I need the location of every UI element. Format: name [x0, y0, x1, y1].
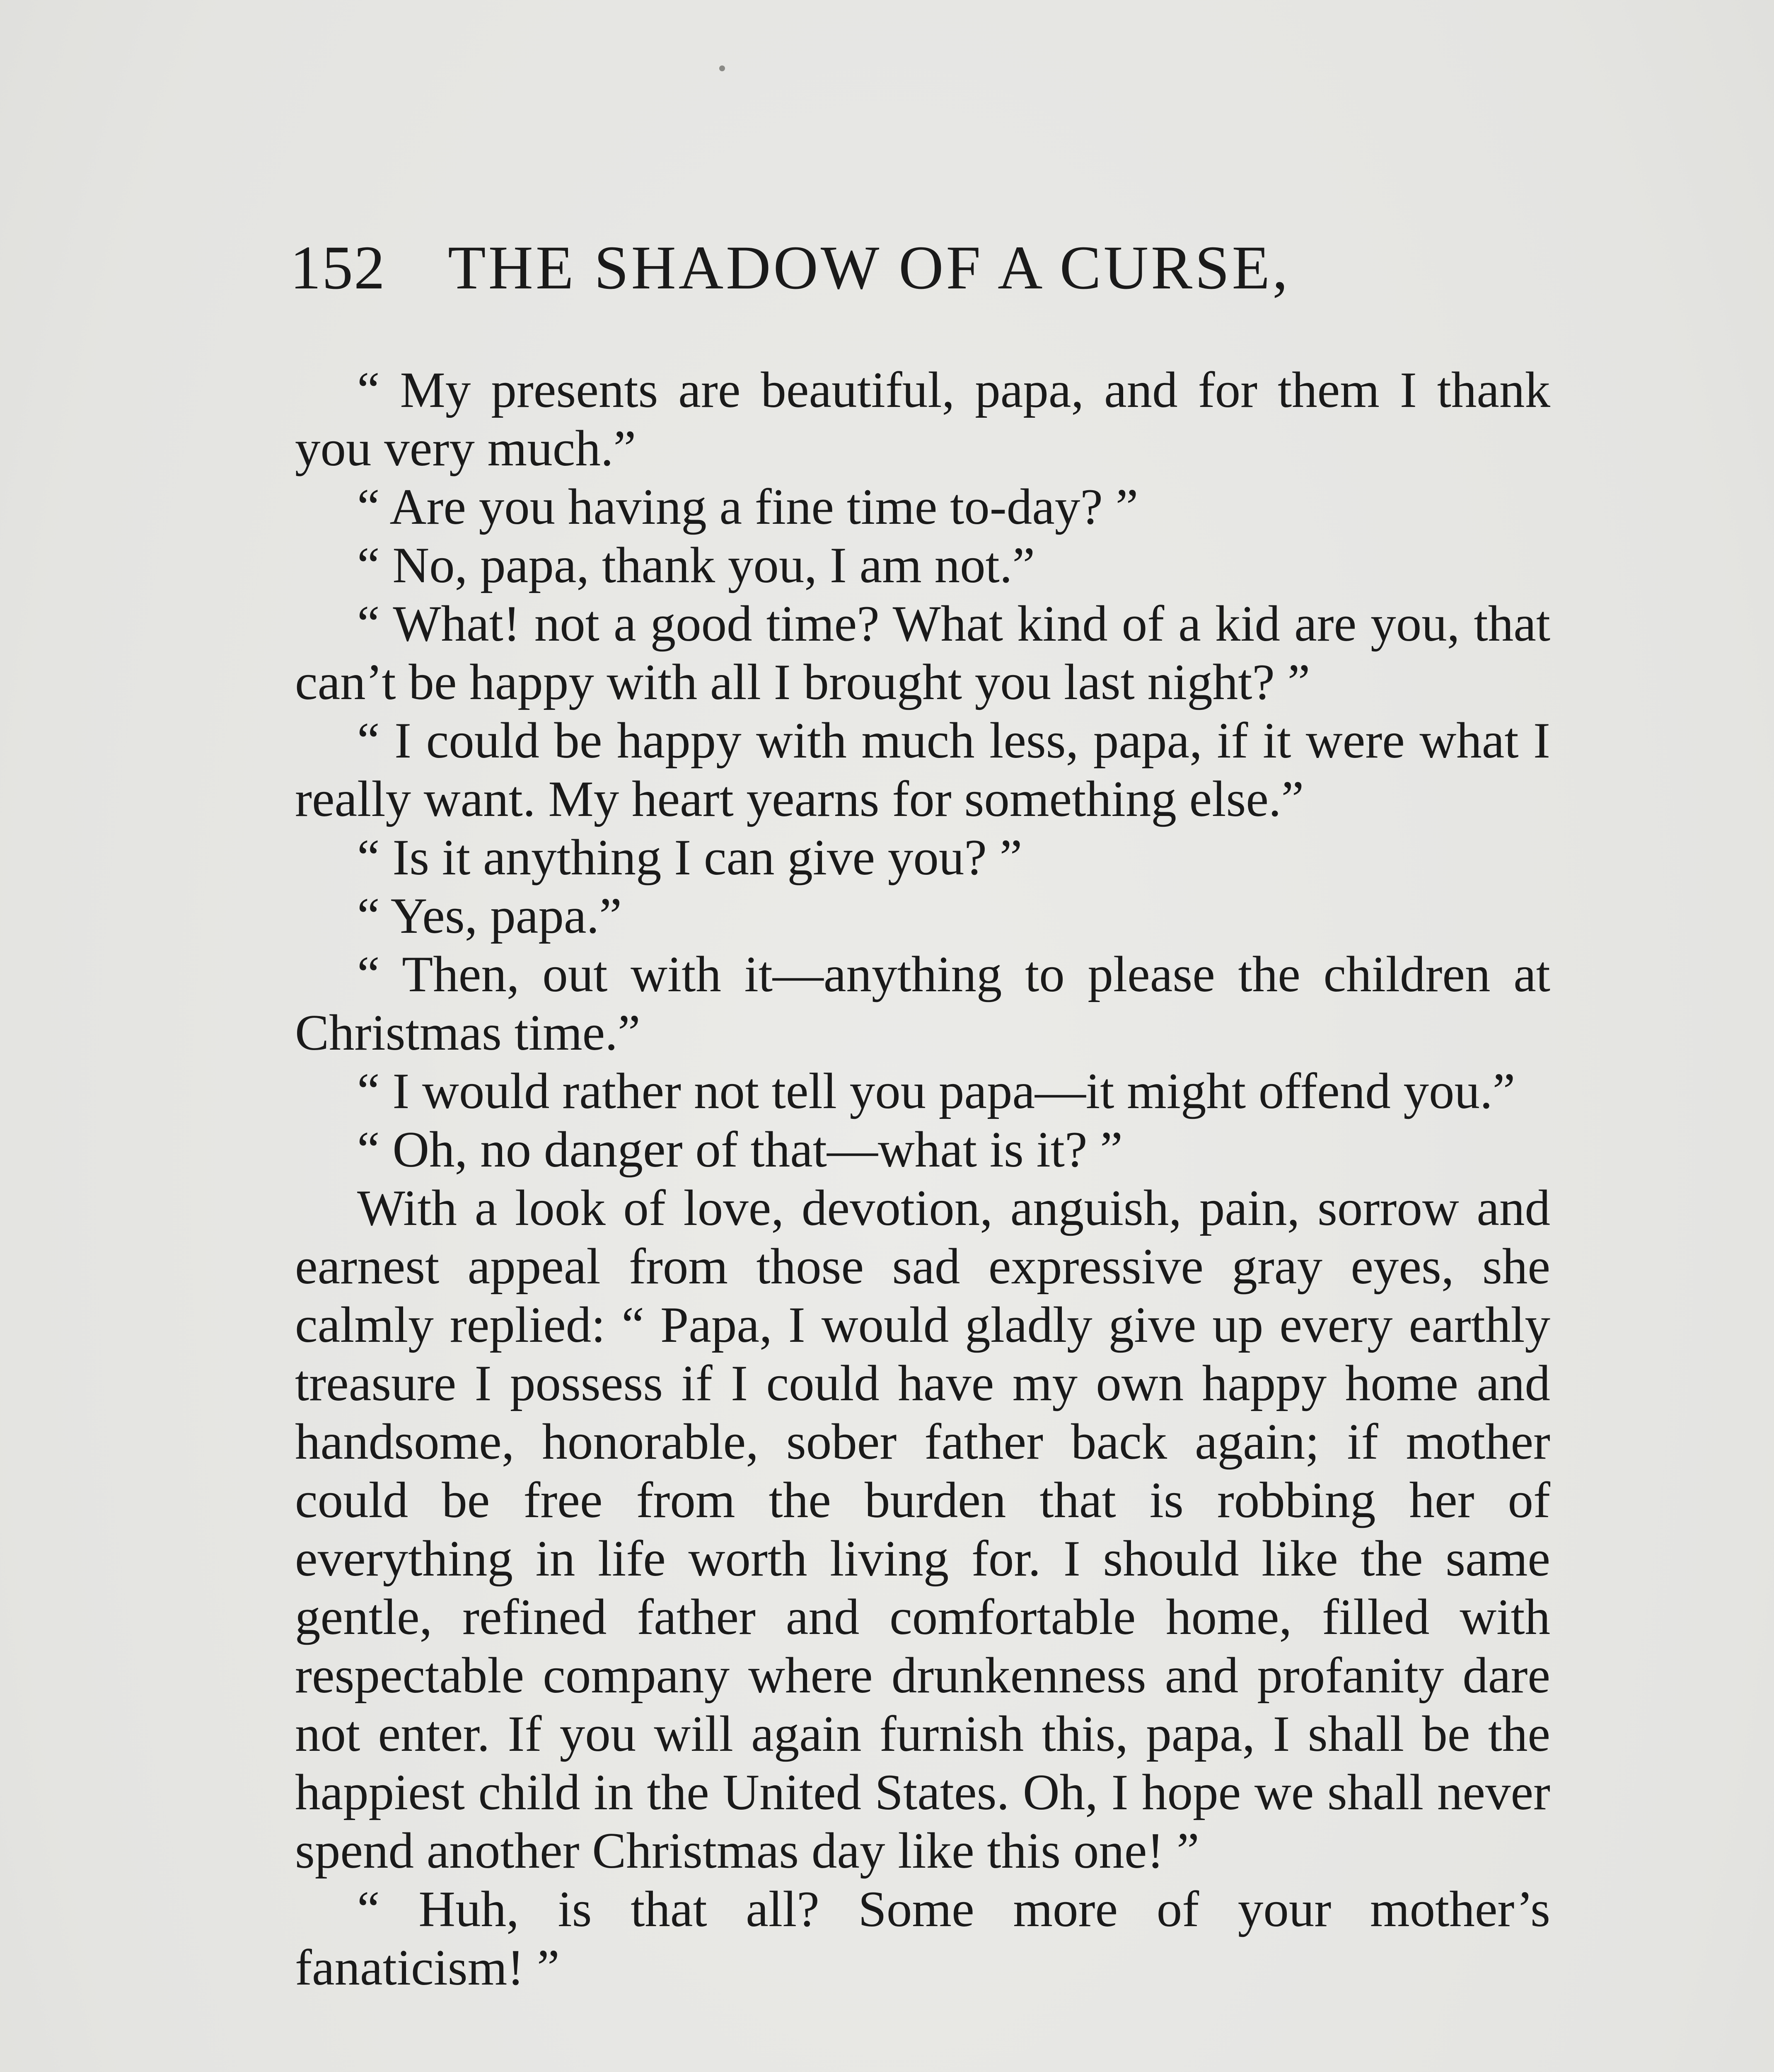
paragraph: “ My presents are beautiful, papa, and for them I thank you very much.”	[295, 361, 1550, 477]
paragraph: “ What! not a good time? What kind of a kid are you, that can’t be happy with all I brought you last night? ”	[295, 595, 1550, 710]
page-body	[295, 361, 1550, 1997]
paragraph: “ Oh, no danger of that—what is it? ”	[357, 1121, 1123, 1178]
page-header	[290, 232, 1554, 315]
paragraph: “ I would rather not tell you papa—it might offend you.”	[357, 1063, 1515, 1119]
running-title: THE SHADOW OF A CURSE,	[448, 233, 1291, 302]
paragraph: “ No, papa, thank you, I am not.”	[357, 537, 1035, 593]
paragraph: “ I could be happy with much less, papa, if it were what I really want. My heart yearns for something else.”	[295, 712, 1550, 827]
paragraph: With a look of love, devotion, anguish, pain, sorrow and earnest appeal from those sad expressive gray eyes, she calmly replied: “ Papa, I would gladly give up every earthly treasure I possess if I could have my own happy home and handsome, honorable, sober father back again; if mother could be free from the burden that is robbing her of everything in life worth living for. I should like the same gentle, refined father and comfortable home, filled with respectable company where drunkenness and profanity dare not enter. If you will again furnish this, papa, I shall be the happiest child in the United States. Oh, I hope we shall never spend another Christmas day like this one! ”	[295, 1179, 1550, 1879]
paragraph: “ Is it anything I can give you? ”	[357, 829, 1022, 886]
page-number: 152	[290, 233, 386, 302]
paper-speck	[719, 65, 725, 71]
paragraph: “ Then, out with it—anything to please the children at Christmas time.”	[295, 946, 1550, 1061]
paragraph: “ Yes, papa.”	[357, 887, 622, 944]
paragraph: “ Huh, is that all? Some more of your mother’s fanaticism! ”	[295, 1881, 1550, 1996]
paragraph: “ Are you having a fine time to-day? ”	[357, 478, 1138, 535]
